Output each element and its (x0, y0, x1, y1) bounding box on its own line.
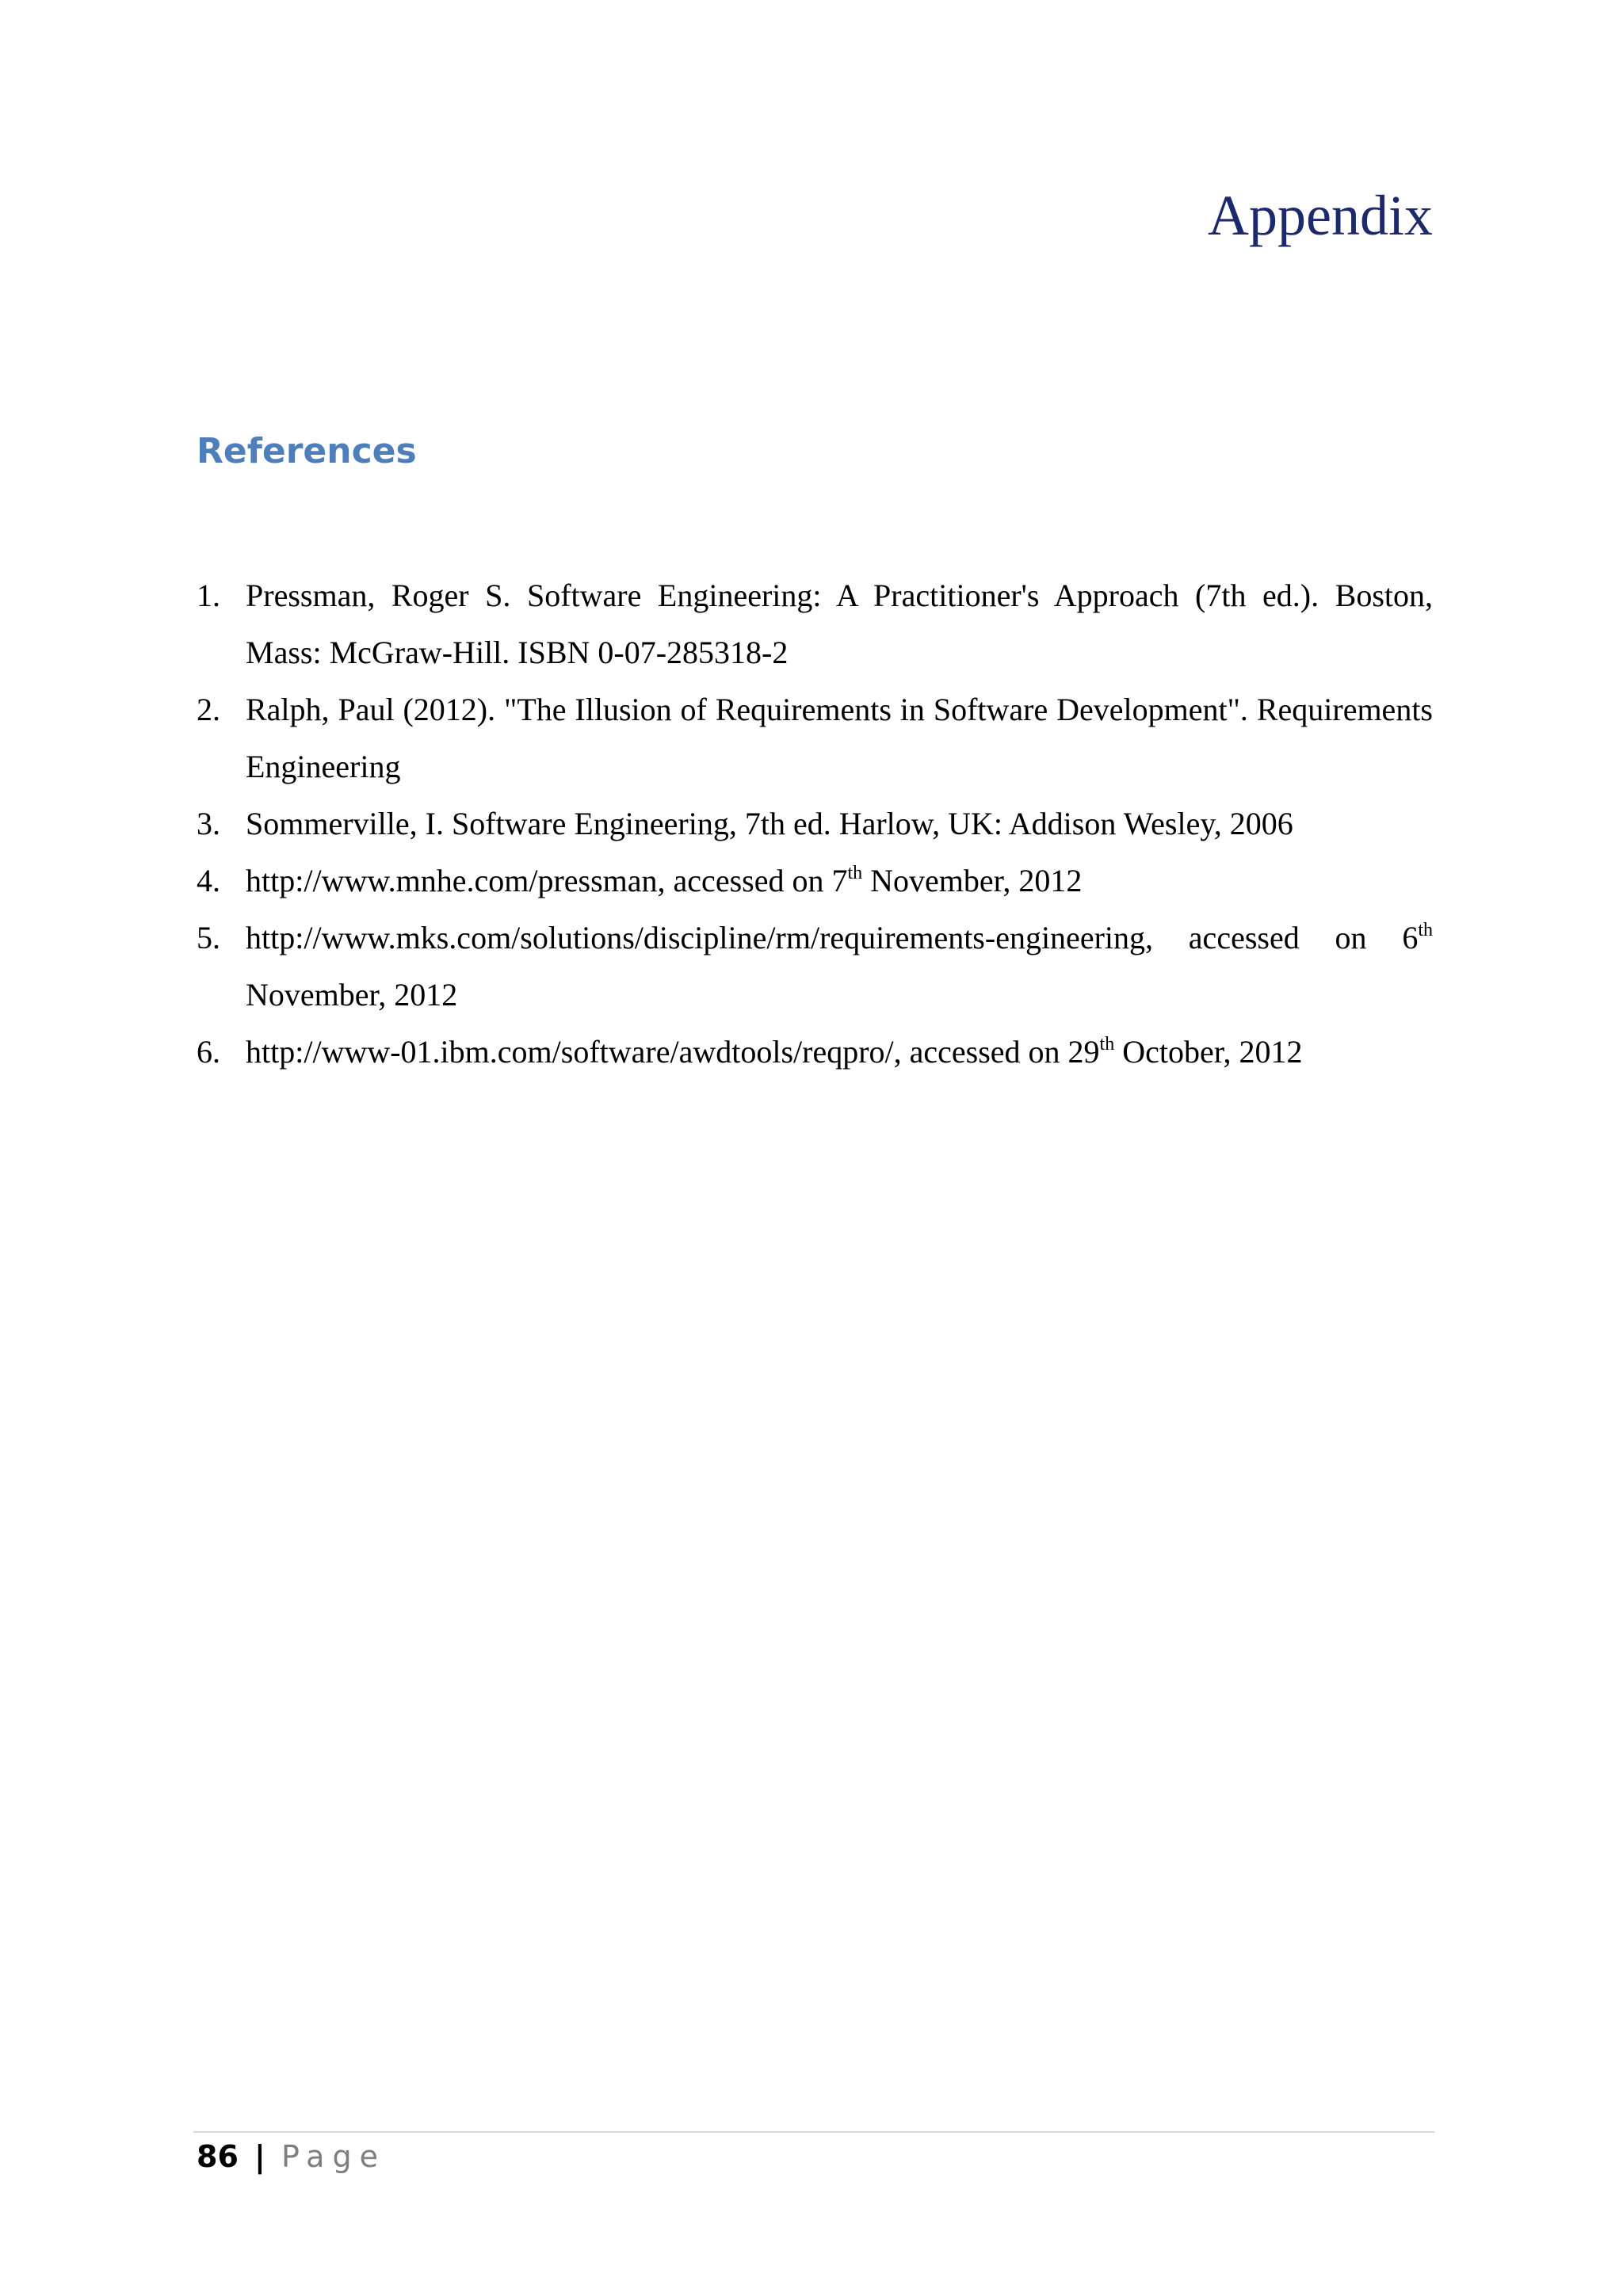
reference-text: Ralph, Paul (2012). "The Illusion of Requirements in Software Development". Requirements Engineering (246, 692, 1433, 784)
reference-item-4 (197, 852, 1433, 910)
reference-text (246, 863, 1082, 898)
page-label: Page (281, 2139, 386, 2174)
reference-text-main: http://www.mks.com/solutions/discipline/rm/requirements-engineering, accessed on 6 (246, 920, 1419, 955)
reference-text-main: http://www.mnhe.com/pressman, accessed on 7 (246, 863, 848, 898)
reference-number: 3. (197, 806, 220, 841)
reference-item-2 (197, 681, 1433, 795)
reference-item-1 (197, 567, 1433, 681)
reference-number: 4. (197, 863, 220, 898)
reference-text (246, 1034, 1302, 1070)
reference-number: 1. (197, 578, 220, 613)
references-list (197, 567, 1433, 1081)
reference-number: 2. (197, 692, 220, 727)
reference-text-main: http://www-01.ibm.com/software/awdtools/reqpro/, accessed on 29 (246, 1034, 1100, 1070)
ordinal-suffix: th (1418, 919, 1433, 940)
reference-text: Pressman, Roger S. Software Engineering: A Practitioner's Approach (7th ed.). Boston, Mass: McGraw-Hill. ISBN 0-07-285318-2 (246, 578, 1433, 670)
reference-text (246, 920, 1433, 1013)
page-footer (197, 2136, 386, 2178)
page-number: 86 (197, 2139, 239, 2174)
reference-text-date: October, 2012 (1114, 1034, 1303, 1070)
page-separator: | (254, 2139, 265, 2174)
reference-number: 6. (197, 1034, 220, 1070)
section-heading-references: References (197, 431, 417, 471)
reference-text: Sommerville, I. Software Engineering, 7th ed. Harlow, UK: Addison Wesley, 2006 (246, 806, 1293, 841)
ordinal-suffix: th (847, 862, 863, 883)
reference-text-date: November, 2012 (246, 977, 458, 1013)
ordinal-suffix: th (1099, 1033, 1115, 1055)
reference-item-3 (197, 795, 1433, 852)
reference-item-5 (197, 910, 1433, 1024)
reference-item-6 (197, 1024, 1433, 1081)
footer-divider (193, 2131, 1434, 2133)
reference-number: 5. (197, 920, 220, 955)
page-title: Appendix (1208, 184, 1433, 247)
reference-text-date: November, 2012 (862, 863, 1083, 898)
